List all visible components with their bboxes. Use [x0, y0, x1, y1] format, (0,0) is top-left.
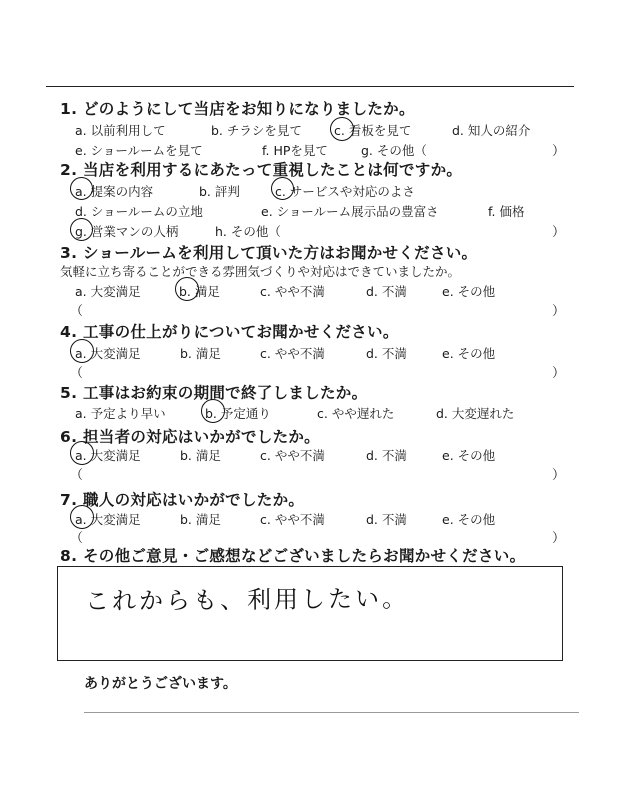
q5-option-a[interactable]: a. 予定より早い [75, 406, 166, 421]
q2-option-d[interactable]: d. ショールームの立地 [75, 204, 203, 219]
q2-option-e[interactable]: e. ショールーム展示品の豊富さ [261, 204, 439, 219]
q5-option-b[interactable]: b. 予定通り [205, 406, 271, 421]
q5-option-c[interactable]: c. やや遅れた [317, 406, 395, 421]
q4-option-d[interactable]: d. 不満 [366, 346, 407, 361]
q1-option-g[interactable]: g. その他（ [361, 143, 427, 158]
q7-paren-close: ） [552, 531, 566, 546]
q5-title: 5. 工事はお約束の期間で終了しましたか。 [60, 384, 368, 402]
q2-option-h[interactable]: h. その他（ [215, 224, 281, 239]
q3-subtitle: 気軽に立ち寄ることができる雰囲気づくりや対応はできていましたか。 [60, 264, 461, 279]
q1-paren-close: ） [552, 144, 566, 159]
q2-option-b[interactable]: b. 評判 [199, 184, 240, 199]
q3-option-c[interactable]: c. やや不満 [260, 284, 325, 299]
q6-title: 6. 担当者の対応はいかがでしたか。 [60, 428, 320, 446]
q4-option-e[interactable]: e. その他 [442, 346, 496, 361]
q6-option-c[interactable]: c. やや不満 [260, 448, 325, 463]
q7-paren-open: （ [70, 531, 84, 546]
q2-option-c[interactable]: c. サービスや対応のよさ [275, 184, 415, 199]
q1-option-f[interactable]: f. HPを見て [262, 143, 328, 158]
q6-option-d[interactable]: d. 不満 [366, 448, 407, 463]
q2-title: 2. 当店を利用するにあたって重視したことは何ですか。 [60, 161, 463, 179]
q3-title: 3. ショールームを利用して頂いた方はお聞かせください。 [60, 244, 478, 262]
q2-paren-close: ） [552, 225, 566, 240]
top-divider [46, 86, 574, 87]
q8-title: 8. その他ご意見・ご感想などございましたらお聞かせください。 [60, 547, 526, 565]
q7-option-c[interactable]: c. やや不満 [260, 512, 325, 527]
q7-option-d[interactable]: d. 不満 [366, 512, 407, 527]
q4-option-c[interactable]: c. やや不満 [260, 346, 325, 361]
q5-option-d[interactable]: d. 大変遅れた [436, 406, 515, 421]
q3-option-d[interactable]: d. 不満 [366, 284, 407, 299]
q8-handwritten-answer: これからも、利用したい。 [84, 584, 410, 616]
q7-option-e[interactable]: e. その他 [442, 512, 496, 527]
q1-option-a[interactable]: a. 以前利用して [75, 123, 166, 138]
q7-option-b[interactable]: b. 満足 [180, 512, 221, 527]
q6-option-e[interactable]: e. その他 [442, 448, 496, 463]
q2-option-g[interactable]: g. 営業マンの人柄 [75, 224, 179, 239]
q4-option-b[interactable]: b. 満足 [180, 346, 221, 361]
q1-option-c[interactable]: c. 看板を見て [334, 123, 412, 138]
q3-option-a[interactable]: a. 大変満足 [75, 284, 141, 299]
q1-option-b[interactable]: b. チラシを見て [211, 123, 302, 138]
bottom-divider [84, 712, 579, 713]
q1-option-e[interactable]: e. ショールームを見て [75, 143, 203, 158]
q4-option-a[interactable]: a. 大変満足 [75, 346, 141, 361]
q3-paren-open: （ [70, 304, 84, 319]
closing-message: ありがとうございます。 [84, 676, 237, 692]
q4-paren-open: （ [70, 366, 84, 381]
q7-title: 7. 職人の対応はいかがでしたか。 [60, 491, 305, 509]
q6-option-b[interactable]: b. 満足 [180, 448, 221, 463]
q6-option-a[interactable]: a. 大変満足 [75, 448, 141, 463]
q4-paren-close: ） [552, 366, 566, 381]
q6-paren-close: ） [552, 468, 566, 483]
q3-option-b[interactable]: b. 満足 [179, 284, 220, 299]
q6-paren-open: （ [70, 468, 84, 483]
q2-option-a[interactable]: a. 提案の内容 [75, 184, 154, 199]
q1-option-d[interactable]: d. 知人の紹介 [452, 123, 531, 138]
q3-option-e[interactable]: e. その他 [442, 284, 496, 299]
q2-option-f[interactable]: f. 価格 [488, 204, 525, 219]
q7-option-a[interactable]: a. 大変満足 [75, 512, 141, 527]
q4-title: 4. 工事の仕上がりについてお聞かせください。 [60, 323, 399, 341]
q1-title: 1. どのようにして当店をお知りになりましたか。 [60, 100, 415, 118]
q3-paren-close: ） [552, 304, 566, 319]
